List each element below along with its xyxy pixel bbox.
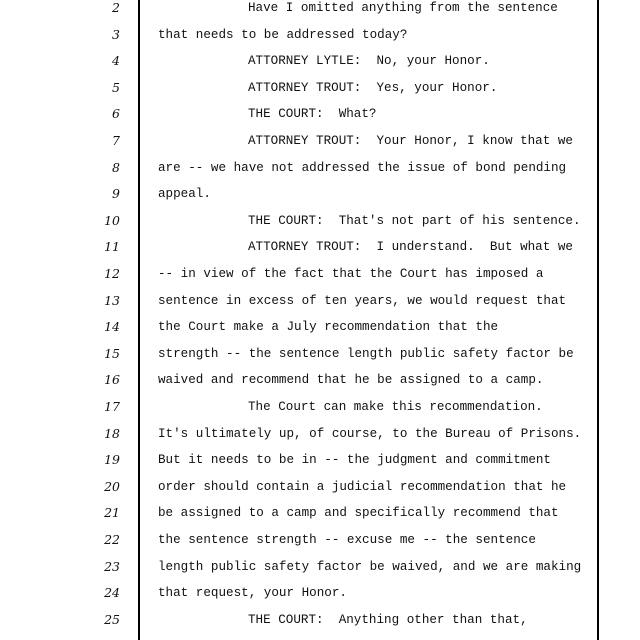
line-text: order should contain a judicial recommendation that he bbox=[158, 479, 567, 494]
transcript-line bbox=[0, 106, 640, 133]
line-number: 20 bbox=[104, 478, 120, 494]
line-text: the Court make a July recommendation that the bbox=[158, 320, 499, 335]
line-text: waived and recommend that he be assigned to a camp. bbox=[158, 373, 544, 388]
line-number: 16 bbox=[104, 372, 120, 388]
transcript-line bbox=[0, 505, 640, 532]
transcript-line bbox=[0, 372, 640, 399]
line-text: It's ultimately up, of course, to the Bureau of Prisons. bbox=[158, 426, 582, 441]
line-text: appeal. bbox=[158, 187, 211, 202]
line-text: ATTORNEY LYTLE: No, your Honor. bbox=[248, 54, 490, 69]
line-number: 22 bbox=[104, 532, 120, 547]
line-number: 14 bbox=[104, 319, 120, 335]
line-text: ATTORNEY TROUT: Your Honor, I know that we bbox=[248, 134, 573, 148]
transcript-line bbox=[0, 426, 640, 453]
line-text: the sentence strength -- excuse me -- the sentence bbox=[158, 533, 536, 547]
transcript-line bbox=[0, 239, 640, 266]
line-number: 23 bbox=[104, 558, 120, 574]
line-text: THE COURT: Anything other than that, bbox=[248, 612, 528, 627]
transcript-line bbox=[0, 0, 640, 27]
transcript-line bbox=[0, 133, 640, 160]
transcript-line bbox=[0, 346, 640, 373]
line-text: ATTORNEY TROUT: I understand. But what we bbox=[248, 240, 573, 255]
line-text: -- in view of the fact that the Court has imposed a bbox=[158, 267, 544, 281]
line-number: 10 bbox=[104, 212, 120, 228]
line-text: But it needs to be in -- the judgment and commitment bbox=[158, 453, 551, 468]
line-text: be assigned to a camp and specifically recommend that bbox=[158, 506, 559, 521]
transcript-line bbox=[0, 80, 640, 107]
transcript-line bbox=[0, 452, 640, 479]
line-number: 15 bbox=[104, 345, 120, 361]
line-text: are -- we have not addressed the issue of bond pending bbox=[158, 160, 567, 175]
line-text: THE COURT: That's not part of his sentence. bbox=[248, 213, 581, 228]
line-number: 19 bbox=[104, 452, 120, 468]
line-text: Have I omitted anything from the sentence bbox=[248, 1, 558, 15]
line-number: 25 bbox=[104, 611, 120, 627]
line-number: 7 bbox=[112, 133, 120, 148]
transcript-line bbox=[0, 266, 640, 293]
transcript-line bbox=[0, 319, 640, 346]
line-text: that request, your Honor. bbox=[158, 586, 347, 601]
line-number: 8 bbox=[112, 159, 120, 175]
transcript-line bbox=[0, 27, 640, 54]
line-number: 11 bbox=[104, 239, 120, 255]
transcript-line bbox=[0, 479, 640, 506]
transcript-line bbox=[0, 532, 640, 559]
transcript-line bbox=[0, 53, 640, 80]
line-text: that needs to be addressed today? bbox=[158, 27, 408, 42]
line-number: 13 bbox=[104, 292, 120, 308]
line-number: 12 bbox=[104, 266, 120, 281]
line-number: 9 bbox=[112, 186, 120, 202]
line-number: 6 bbox=[112, 106, 120, 122]
transcript-line bbox=[0, 585, 640, 612]
line-number: 4 bbox=[112, 53, 120, 69]
line-text: strength -- the sentence length public safety factor be bbox=[158, 346, 574, 361]
transcript-line bbox=[0, 559, 640, 586]
line-text: THE COURT: What? bbox=[248, 107, 377, 122]
line-text: ATTORNEY TROUT: Yes, your Honor. bbox=[248, 80, 498, 95]
transcript-line bbox=[0, 399, 640, 426]
line-number: 17 bbox=[104, 399, 120, 414]
transcript-line bbox=[0, 160, 640, 187]
line-number: 3 bbox=[112, 26, 120, 42]
transcript-line bbox=[0, 293, 640, 320]
transcript-line bbox=[0, 213, 640, 240]
transcript-line bbox=[0, 612, 640, 639]
line-text: length public safety factor be waived, and we are making bbox=[158, 559, 582, 574]
line-number: 18 bbox=[104, 425, 120, 441]
line-number: 21 bbox=[104, 505, 120, 521]
line-text: The Court can make this recommendation. bbox=[248, 400, 543, 414]
line-number: 24 bbox=[104, 585, 120, 601]
line-number: 2 bbox=[112, 0, 120, 15]
transcript-line bbox=[0, 186, 640, 213]
line-number: 5 bbox=[112, 79, 120, 95]
line-text: sentence in excess of ten years, we would request that bbox=[158, 293, 567, 308]
